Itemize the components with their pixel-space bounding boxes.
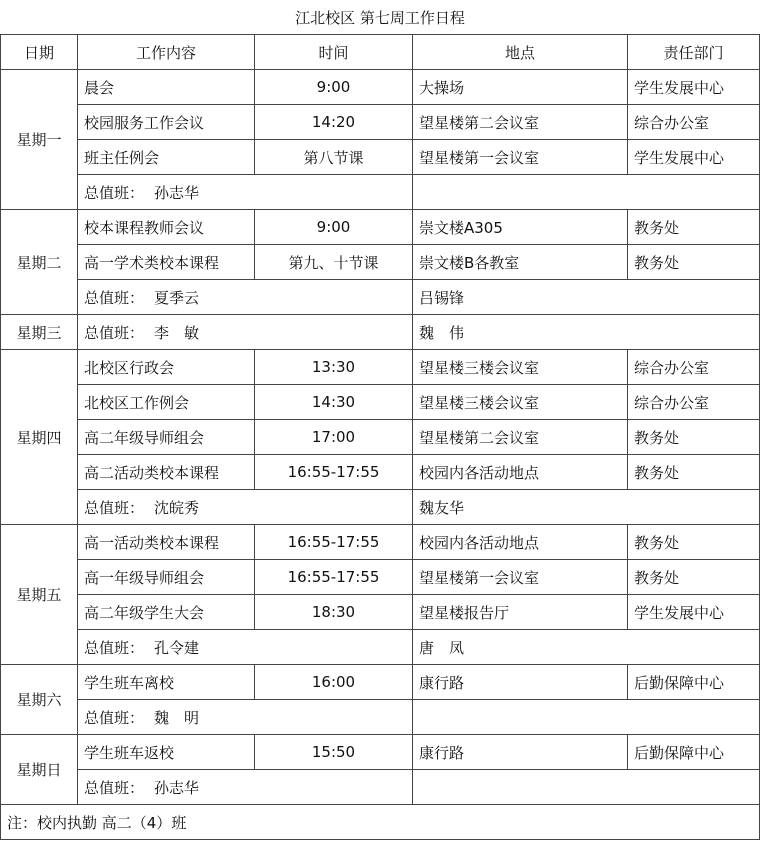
header-date: 日期	[1, 35, 78, 70]
work-time: 16:00	[255, 665, 413, 700]
work-content: 校园服务工作会议	[78, 105, 255, 140]
work-time: 第九、十节课	[255, 245, 413, 280]
duty-label: 总值班：	[84, 183, 145, 202]
day-label: 星期四	[1, 350, 78, 525]
duty-person: 孙志华	[154, 778, 200, 797]
table-row	[1, 455, 760, 490]
work-place: 望星楼第二会议室	[413, 420, 628, 455]
work-place: 康行路	[413, 665, 628, 700]
duty-person: 魏 明	[154, 708, 200, 727]
duty-row	[1, 315, 760, 350]
work-content: 校本课程教师会议	[78, 210, 255, 245]
responsible-dept: 学生发展中心	[628, 595, 760, 630]
duty-person-2	[413, 700, 760, 735]
work-place: 校园内各活动地点	[413, 455, 628, 490]
table-row	[1, 420, 760, 455]
work-content: 高二年级学生大会	[78, 595, 255, 630]
duty-label: 总值班：	[84, 638, 145, 657]
duty-row	[1, 175, 760, 210]
duty-person: 李 敏	[154, 323, 200, 342]
work-time: 9:00	[255, 70, 413, 105]
duty-person-2	[413, 770, 760, 805]
table-row	[1, 560, 760, 595]
duty-row	[1, 630, 760, 665]
responsible-dept: 教务处	[628, 525, 760, 560]
work-place: 望星楼报告厅	[413, 595, 628, 630]
responsible-dept: 学生发展中心	[628, 70, 760, 105]
duty-person-2: 魏 伟	[413, 315, 760, 350]
responsible-dept: 教务处	[628, 455, 760, 490]
table-row	[1, 525, 760, 560]
work-content: 高一学术类校本课程	[78, 245, 255, 280]
header-dept: 责任部门	[628, 35, 760, 70]
table-row	[1, 595, 760, 630]
work-place: 望星楼三楼会议室	[413, 385, 628, 420]
work-content: 高二活动类校本课程	[78, 455, 255, 490]
responsible-dept: 教务处	[628, 420, 760, 455]
work-time: 18:30	[255, 595, 413, 630]
work-content: 学生班车返校	[78, 735, 255, 770]
work-content: 班主任例会	[78, 140, 255, 175]
table-row	[1, 210, 760, 245]
work-place: 望星楼三楼会议室	[413, 350, 628, 385]
duty-person: 沈皖秀	[154, 498, 200, 517]
title-row	[1, 0, 760, 35]
duty-cell	[78, 700, 413, 735]
responsible-dept: 教务处	[628, 560, 760, 595]
work-place: 崇文楼B各教室	[413, 245, 628, 280]
footer-note: 注：校内执勤 高二（4）班	[1, 805, 760, 840]
table-row	[1, 350, 760, 385]
work-content: 学生班车离校	[78, 665, 255, 700]
responsible-dept: 教务处	[628, 210, 760, 245]
duty-cell	[78, 175, 413, 210]
day-label: 星期日	[1, 735, 78, 805]
work-place: 望星楼第一会议室	[413, 560, 628, 595]
duty-cell	[78, 280, 413, 315]
responsible-dept: 教务处	[628, 245, 760, 280]
table-row	[1, 665, 760, 700]
day-label: 星期三	[1, 315, 78, 350]
work-time: 9:00	[255, 210, 413, 245]
duty-person-2: 唐 凤	[413, 630, 760, 665]
duty-label: 总值班：	[84, 708, 145, 727]
header-row	[1, 35, 760, 70]
duty-label: 总值班：	[84, 778, 145, 797]
work-place: 校园内各活动地点	[413, 525, 628, 560]
work-content: 高二年级导师组会	[78, 420, 255, 455]
work-content: 北校区行政会	[78, 350, 255, 385]
duty-row	[1, 770, 760, 805]
work-place: 望星楼第一会议室	[413, 140, 628, 175]
duty-row	[1, 700, 760, 735]
duty-person: 夏季云	[154, 288, 200, 307]
work-place: 望星楼第二会议室	[413, 105, 628, 140]
work-time: 16:55-17:55	[255, 455, 413, 490]
header-time: 时间	[255, 35, 413, 70]
table-row	[1, 70, 760, 105]
duty-person: 孙志华	[154, 183, 200, 202]
work-time: 14:30	[255, 385, 413, 420]
duty-cell	[78, 630, 413, 665]
responsible-dept: 学生发展中心	[628, 140, 760, 175]
responsible-dept: 后勤保障中心	[628, 665, 760, 700]
day-label: 星期一	[1, 70, 78, 210]
duty-cell	[78, 315, 413, 350]
duty-person-2	[413, 175, 760, 210]
work-time: 16:55-17:55	[255, 560, 413, 595]
duty-row	[1, 280, 760, 315]
responsible-dept: 综合办公室	[628, 105, 760, 140]
header-place: 地点	[413, 35, 628, 70]
day-label: 星期五	[1, 525, 78, 665]
duty-person-2: 吕锡锋	[413, 280, 760, 315]
responsible-dept: 综合办公室	[628, 350, 760, 385]
day-label: 星期二	[1, 210, 78, 315]
table-row	[1, 385, 760, 420]
duty-label: 总值班：	[84, 498, 145, 517]
table-row	[1, 245, 760, 280]
work-time: 第八节课	[255, 140, 413, 175]
work-time: 14:20	[255, 105, 413, 140]
duty-cell	[78, 490, 413, 525]
work-place: 大操场	[413, 70, 628, 105]
day-label: 星期六	[1, 665, 78, 735]
duty-label: 总值班：	[84, 288, 145, 307]
note-row	[1, 805, 760, 840]
duty-label: 总值班：	[84, 323, 145, 342]
duty-cell	[78, 770, 413, 805]
responsible-dept: 综合办公室	[628, 385, 760, 420]
work-time: 17:00	[255, 420, 413, 455]
work-content: 晨会	[78, 70, 255, 105]
duty-person-2: 魏友华	[413, 490, 760, 525]
work-time: 16:55-17:55	[255, 525, 413, 560]
duty-row	[1, 490, 760, 525]
work-time: 13:30	[255, 350, 413, 385]
duty-person: 孔令建	[154, 638, 200, 657]
work-content: 高一年级导师组会	[78, 560, 255, 595]
work-content: 北校区工作例会	[78, 385, 255, 420]
work-place: 崇文楼A305	[413, 210, 628, 245]
responsible-dept: 后勤保障中心	[628, 735, 760, 770]
work-content: 高一活动类校本课程	[78, 525, 255, 560]
page-title: 江北校区 第七周工作日程	[1, 0, 760, 35]
header-content: 工作内容	[78, 35, 255, 70]
table-row	[1, 105, 760, 140]
work-time: 15:50	[255, 735, 413, 770]
table-row	[1, 735, 760, 770]
work-place: 康行路	[413, 735, 628, 770]
table-row	[1, 140, 760, 175]
